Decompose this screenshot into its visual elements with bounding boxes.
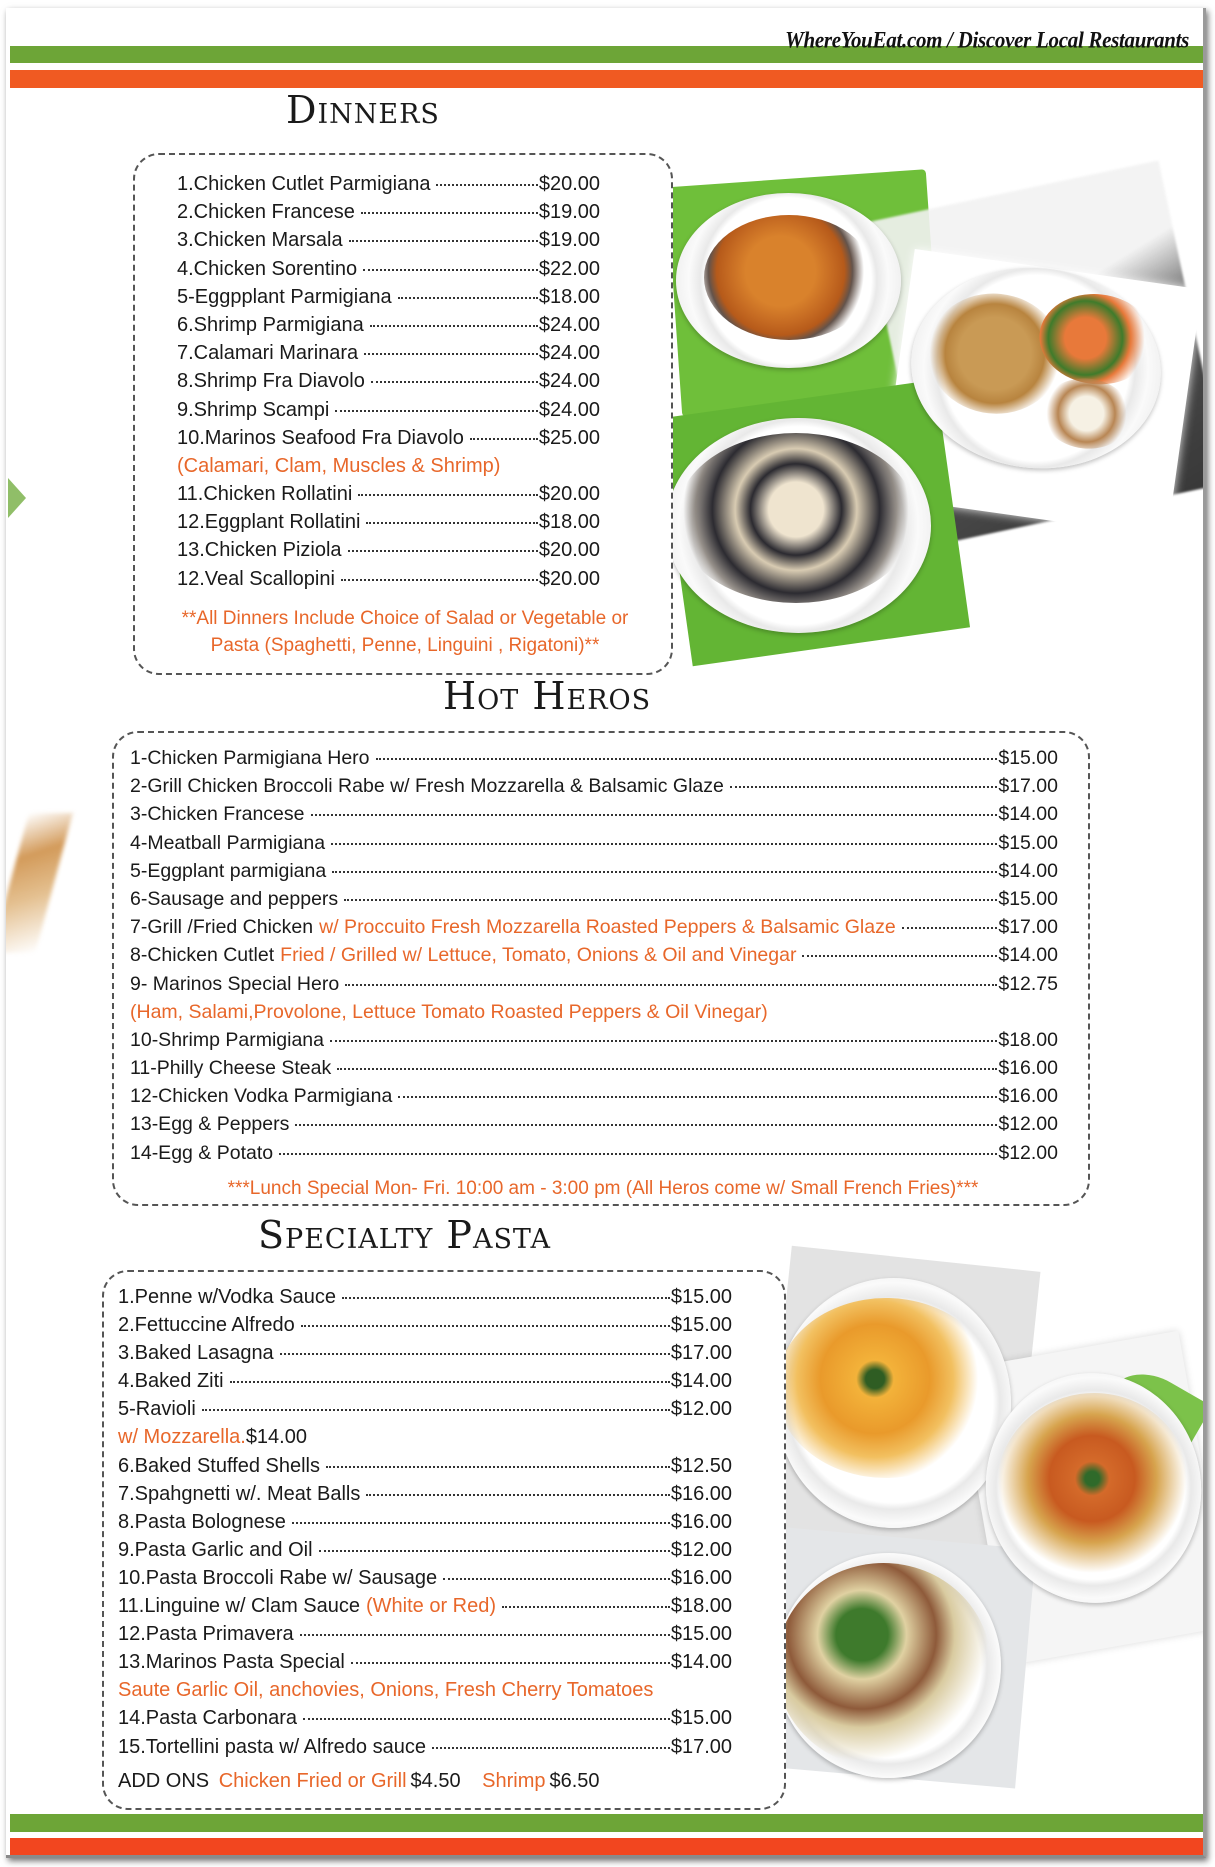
menu-item[interactable]: 15.Tortellini pasta w/ Alfredo sauce $17.00 <box>118 1735 732 1758</box>
menu-item[interactable]: 11-Philly Cheese Steak $16.00 <box>130 1057 1058 1080</box>
menu-item[interactable]: 4-Meatball Parmigiana $15.00 <box>130 831 1058 854</box>
section-title-specialty-pasta: Specialty Pasta <box>258 1213 551 1257</box>
menu-item[interactable]: 1.Chicken Cutlet Parmigiana $20.00 <box>177 173 600 195</box>
menu-item[interactable]: 3.Baked Lasagna $17.00 <box>118 1342 732 1365</box>
menu-item[interactable]: 1.Penne w/Vodka Sauce $15.00 <box>118 1286 732 1308</box>
add-on-chicken-price: $4.50 <box>410 1769 461 1792</box>
menu-item[interactable]: 12-Chicken Vodka Parmigiana $16.00 <box>130 1085 1058 1108</box>
menu-item[interactable]: 9- Marinos Special Hero $12.75 <box>130 972 1058 995</box>
menu-item[interactable]: 11.Chicken Rollatini $20.00 <box>177 483 600 506</box>
pasta-photo-collage <box>776 1248 1206 1798</box>
food-image <box>984 1380 1204 1595</box>
section-title-dinners: Dinners <box>286 88 440 132</box>
dinners-photo-collage <box>666 118 1206 678</box>
menu-item[interactable]: 8-Chicken Cutlet Fried / Grilled w/ Lettuce, Tomato, Onions & Oil and Vinegar $14.00 <box>130 944 1058 967</box>
menu-item[interactable]: 5-Ravioli $12.00 <box>118 1398 732 1421</box>
hot-heros-list <box>130 744 1088 1167</box>
food-image <box>676 433 916 603</box>
add-ons-line <box>118 1767 784 1795</box>
menu-item[interactable]: 13.Chicken Piziola $20.00 <box>177 539 600 562</box>
add-on-chicken[interactable]: Chicken Fried or Grill <box>218 1769 407 1792</box>
ravioli-option[interactable]: w/ Mozzarella.$14.00 <box>118 1426 307 1449</box>
footer-orange-stripe <box>10 1838 1203 1856</box>
item-note: (Calamari, Clam, Muscles & Shrimp) <box>177 454 501 477</box>
menu-item[interactable]: 2.Fettuccine Alfredo $15.00 <box>118 1314 732 1337</box>
specialty-pasta-menu-box <box>102 1270 786 1810</box>
menu-item[interactable]: 7-Grill /Fried Chicken w/ Proccuito Fresh Mozzarella Roasted Peppers & Balsamic Glaze $17.00 <box>130 916 1058 939</box>
section-title-hot-heros: Hot Heros <box>443 674 652 718</box>
item-note: (Ham, Salami,Provolone, Lettuce Tomato Roasted Peppers & Oil Vinegar) <box>130 1000 768 1023</box>
menu-item[interactable]: 6-Sausage and peppers $15.00 <box>130 887 1058 910</box>
site-watermark[interactable]: WhereYouEat.com / Discover Local Restaurants <box>785 26 1189 54</box>
mussels-clams-plate <box>666 418 931 633</box>
food-image <box>776 1298 996 1478</box>
menu-item[interactable]: 7.Calamari Marinara $24.00 <box>177 342 600 365</box>
header-orange-stripe <box>10 70 1203 88</box>
menu-item[interactable]: 6.Shrimp Parmigiana $24.00 <box>177 313 600 336</box>
menu-item[interactable]: 3-Chicken Francese $14.00 <box>130 803 1058 826</box>
menu-item[interactable]: 4.Baked Ziti $14.00 <box>118 1370 732 1393</box>
menu-item[interactable]: 14-Egg & Potato $12.00 <box>130 1141 1058 1164</box>
menu-item[interactable]: 10-Shrimp Parmigiana $18.00 <box>130 1028 1058 1051</box>
menu-item[interactable]: 13.Marinos Pasta Special $14.00 <box>118 1651 732 1674</box>
linguine-basil-plate <box>776 1553 1001 1778</box>
menu-item[interactable]: 9.Pasta Garlic and Oil $12.00 <box>118 1538 732 1561</box>
menu-item[interactable]: 7.Spahgnetti w/. Meat Balls $16.00 <box>118 1482 732 1505</box>
menu-item[interactable]: 13-Egg & Peppers $12.00 <box>130 1113 1058 1136</box>
menu-item[interactable]: 11.Linguine w/ Clam Sauce (White or Red) $18.00 <box>118 1595 732 1618</box>
menu-item[interactable]: 14.Pasta Carbonara $15.00 <box>118 1707 732 1730</box>
menu-item[interactable]: 9.Shrimp Scampi $24.00 <box>177 398 600 421</box>
menu-item[interactable]: 5-Eggpplant Parmigiana $18.00 <box>177 285 600 308</box>
menu-item[interactable]: 5-Eggplant parmigiana $14.00 <box>130 859 1058 882</box>
menu-item[interactable]: 1-Chicken Parmigiana Hero $15.00 <box>130 747 1058 769</box>
footer-green-stripe <box>10 1814 1203 1832</box>
seafood-marinara-plate <box>676 193 901 368</box>
item-note: Saute Garlic Oil, anchovies, Onions, Fresh Cherry Tomatoes <box>118 1679 654 1702</box>
menu-item[interactable]: 2-Grill Chicken Broccoli Rabe w/ Fresh Mozzarella & Balsamic Glaze $17.00 <box>130 775 1058 798</box>
menu-item[interactable]: 10.Pasta Broccoli Rabe w/ Sausage $16.00 <box>118 1566 732 1589</box>
dinners-footer-note: **All Dinners Include Choice of Salad or Vegetable or Pasta (Spaghetti, Penne, Linguini , Rigatoni)** <box>181 607 629 656</box>
menu-item[interactable]: 12.Pasta Primavera $15.00 <box>118 1623 732 1646</box>
menu-item[interactable]: 8.Shrimp Fra Diavolo $24.00 <box>177 370 600 393</box>
menu-page <box>6 8 1206 1858</box>
menu-item[interactable]: 3.Chicken Marsala $19.00 <box>177 229 600 252</box>
menu-item[interactable]: 8.Pasta Bolognese $16.00 <box>118 1510 732 1533</box>
dinners-list <box>177 170 671 593</box>
add-on-shrimp[interactable]: Shrimp <box>482 1769 546 1792</box>
food-image <box>776 1563 991 1768</box>
menu-item[interactable]: 10.Marinos Seafood Fra Diavolo $25.00 <box>177 426 600 449</box>
menu-item[interactable]: 12.Eggplant Rollatini $18.00 <box>177 511 600 534</box>
penne-vodka-plate <box>776 1278 1011 1528</box>
menu-item[interactable]: 2.Chicken Francese $19.00 <box>177 201 600 224</box>
decorative-leaf-icon <box>8 478 26 518</box>
decorative-bread-image <box>6 813 73 953</box>
menu-item[interactable]: 4.Chicken Sorentino $22.00 <box>177 257 600 280</box>
menu-item[interactable]: 6.Baked Stuffed Shells $12.50 <box>118 1454 732 1477</box>
menu-item[interactable]: 12.Veal Scallopini $20.00 <box>177 567 600 590</box>
lunch-special-note: ***Lunch Special Mon- Fri. 10:00 am - 3:00 pm (All Heros come w/ Small French Fries)*** <box>227 1177 979 1199</box>
dinners-menu-box <box>133 153 673 675</box>
add-on-shrimp-price: $6.50 <box>549 1769 600 1792</box>
food-image <box>704 215 874 340</box>
add-ons-label: ADD ONS <box>118 1769 210 1792</box>
specialty-pasta-list <box>118 1283 784 1761</box>
hot-heros-menu-box <box>112 731 1090 1206</box>
bread-image <box>1038 374 1135 453</box>
